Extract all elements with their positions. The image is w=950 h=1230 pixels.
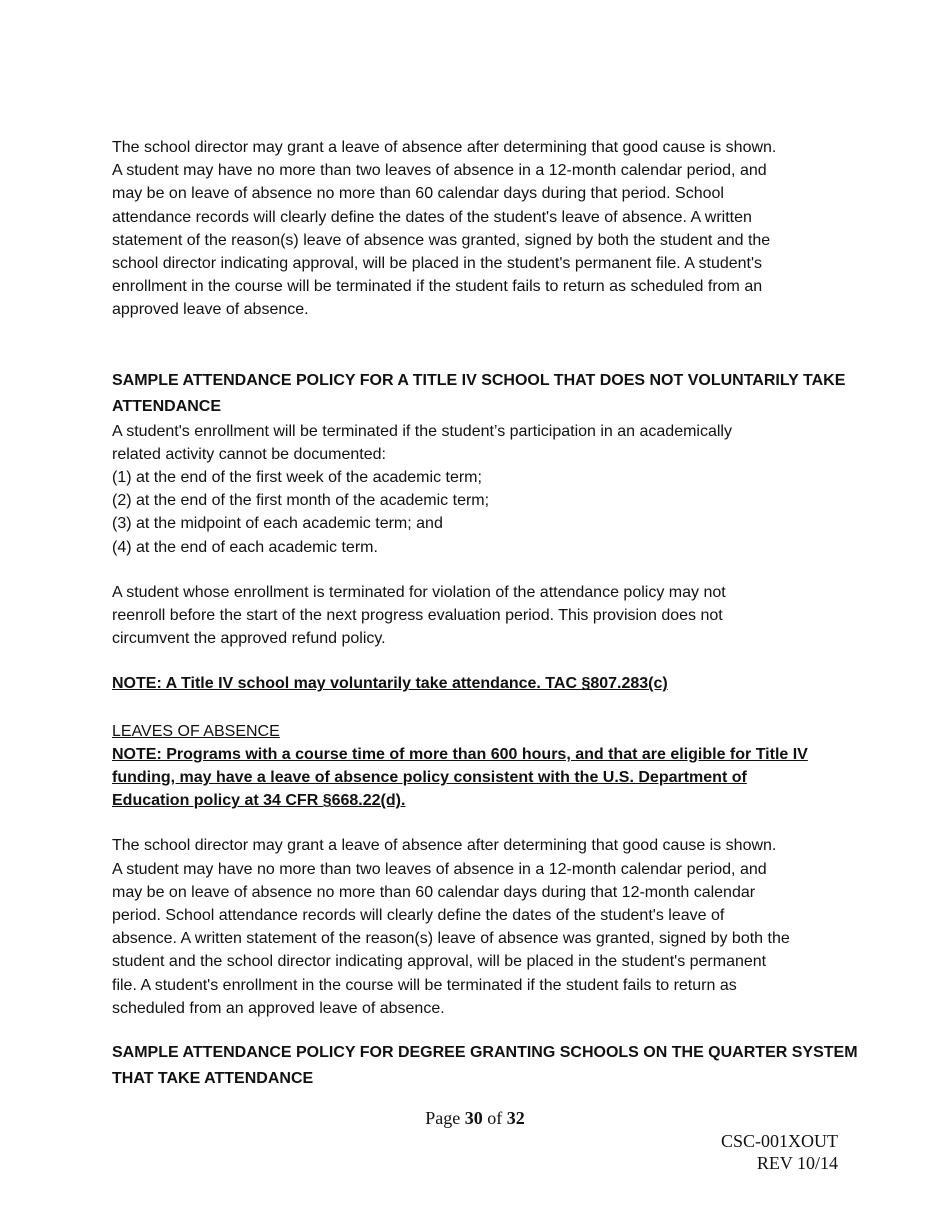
text-line: A student's enrollment will be terminated if the student’s participation in an academically	[112, 422, 732, 440]
text-line: approved leave of absence.	[112, 301, 309, 319]
quarter-system-policy-heading	[112, 1040, 858, 1092]
text-line: absence. A written statement of the reason(s) leave of absence was granted, signed by both the	[112, 930, 790, 948]
list-item: (4) at the end of each academic term.	[112, 538, 378, 556]
text-line: A student whose enrollment is terminated for violation of the attendance policy may not	[112, 583, 726, 601]
termination-checkpoint-list	[112, 466, 844, 559]
of-word: of	[487, 1108, 503, 1128]
text-line: A student may have no more than two leaves of absence in a 12-month calendar period, and	[112, 162, 767, 180]
text-line: The school director may grant a leave of absence after determining that good cause is shown.	[112, 837, 777, 855]
note-line: NOTE: Programs with a course time of more than 600 hours, and that are eligible for Title IV	[112, 745, 808, 763]
page-word: Page	[425, 1108, 461, 1128]
text-line: statement of the reason(s) leave of absence was granted, signed by both the student and the	[112, 231, 771, 249]
heading-line: ATTENDANCE	[112, 397, 222, 415]
leave-paragraph-2	[112, 834, 844, 1020]
section-label: LEAVES OF ABSENCE	[112, 722, 280, 740]
title-iv-policy-heading	[112, 368, 844, 420]
text-line: attendance records will clearly define the dates of the student's leave of absence. A written	[112, 208, 752, 226]
leave-policy-note	[112, 743, 844, 813]
list-item: (3) at the midpoint of each academic term; and	[112, 515, 443, 533]
text-line: file. A student's enrollment in the course will be terminated if the student fails to return as	[112, 976, 737, 994]
list-item: (2) at the end of the first month of the academic term;	[112, 492, 490, 510]
current-page: 30	[464, 1108, 483, 1128]
text-line: circumvent the approved refund policy.	[112, 630, 386, 648]
revision-date: REV 10/14	[756, 1153, 838, 1173]
heading-line: THAT TAKE ATTENDANCE	[112, 1070, 314, 1088]
reenroll-paragraph	[112, 581, 844, 651]
list-item: (1) at the end of the first week of the academic term;	[112, 469, 482, 487]
text-line: The school director may grant a leave of absence after determining that good cause is shown.	[112, 139, 777, 156]
form-identifier	[721, 1130, 838, 1174]
text-line: scheduled from an approved leave of absence.	[112, 999, 445, 1017]
text-line: related activity cannot be documented:	[112, 445, 386, 463]
text-line: may be on leave of absence no more than 60 calendar days during that 12-month calendar	[112, 883, 756, 901]
note-line: Education policy at 34 CFR §668.22(d).	[112, 792, 406, 810]
form-code: CSC-001XOUT	[720, 1131, 838, 1151]
text-line: period. School attendance records will clearly define the dates of the student's leave of	[112, 907, 725, 925]
text-line: A student may have no more than two leaves of absence in a 12-month calendar period, and	[112, 860, 767, 878]
text-line: reenroll before the start of the next progress evaluation period. This provision does not	[112, 607, 723, 625]
text-line: may be on leave of absence no more than 60 calendar days during that period. School	[112, 185, 724, 203]
note-line: NOTE: A Title IV school may voluntarily take attendance. TAC §807.283(c)	[112, 675, 668, 693]
leave-paragraph-1	[112, 136, 844, 322]
text-line: enrollment in the course will be terminated if the student fails to return as scheduled from an	[112, 278, 763, 296]
note-line: funding, may have a leave of absence policy consistent with the U.S. Department of	[112, 769, 747, 787]
page-number	[0, 1106, 950, 1130]
document-page	[112, 136, 858, 1092]
text-line: school director indicating approval, will be placed in the student's permanent file. A student's	[112, 255, 763, 273]
heading-line: SAMPLE ATTENDANCE POLICY FOR A TITLE IV SCHOOL THAT DOES NOT VOLUNTARILY TAKE	[112, 371, 846, 389]
heading-line: SAMPLE ATTENDANCE POLICY FOR DEGREE GRANTING SCHOOLS ON THE QUARTER SYSTEM	[112, 1044, 858, 1062]
total-pages: 32	[506, 1108, 525, 1128]
title-iv-note	[112, 672, 844, 695]
termination-intro	[112, 420, 844, 466]
leaves-of-absence-label	[112, 720, 844, 743]
text-line: student and the school director indicating approval, will be placed in the student's permanent	[112, 953, 767, 971]
